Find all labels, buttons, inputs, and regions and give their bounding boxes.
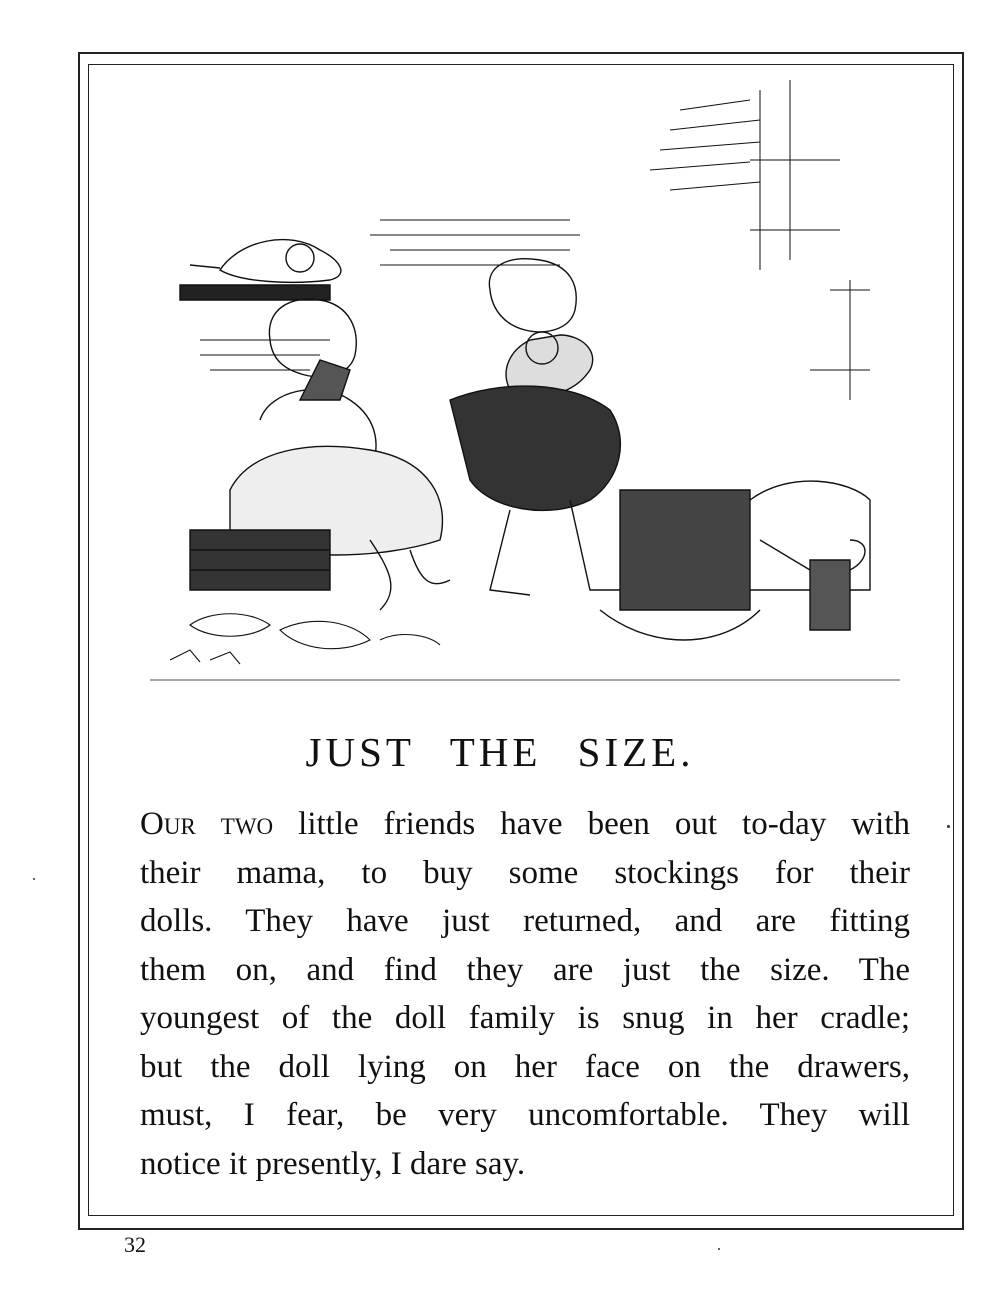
page-title: JUST THE SIZE.: [305, 729, 695, 775]
lead-in: Our two: [140, 806, 274, 842]
boy-figure: [450, 259, 620, 595]
body-line: notice it presently, I dare say.: [140, 1145, 526, 1182]
watering-can: [760, 540, 865, 630]
body-line: their mama, to buy some stockings for their: [140, 854, 910, 891]
body-line: but the doll lying on her face on the drawers,: [140, 1048, 910, 1085]
drawers: [190, 530, 330, 590]
print-speck: [33, 878, 35, 880]
print-speck: [947, 825, 950, 828]
shelf-with-doll: [180, 240, 341, 300]
body-line: must, I fear, be very uncomfortable. They will: [140, 1097, 910, 1133]
body-line: dolls. They have just returned, and are fitting: [140, 903, 910, 939]
floor-items: [150, 614, 900, 680]
children-with-dolls-illustration: [150, 70, 900, 700]
body-line: them on, and find they are just the size. The: [140, 951, 910, 988]
body-line: youngest of the doll family is snug in her cradle;: [140, 1000, 910, 1036]
body-paragraph: [140, 800, 910, 1188]
print-speck: [718, 1248, 720, 1250]
page-number: 32: [124, 1232, 146, 1257]
body-line: Our two little friends have been out to-day with: [140, 806, 910, 842]
